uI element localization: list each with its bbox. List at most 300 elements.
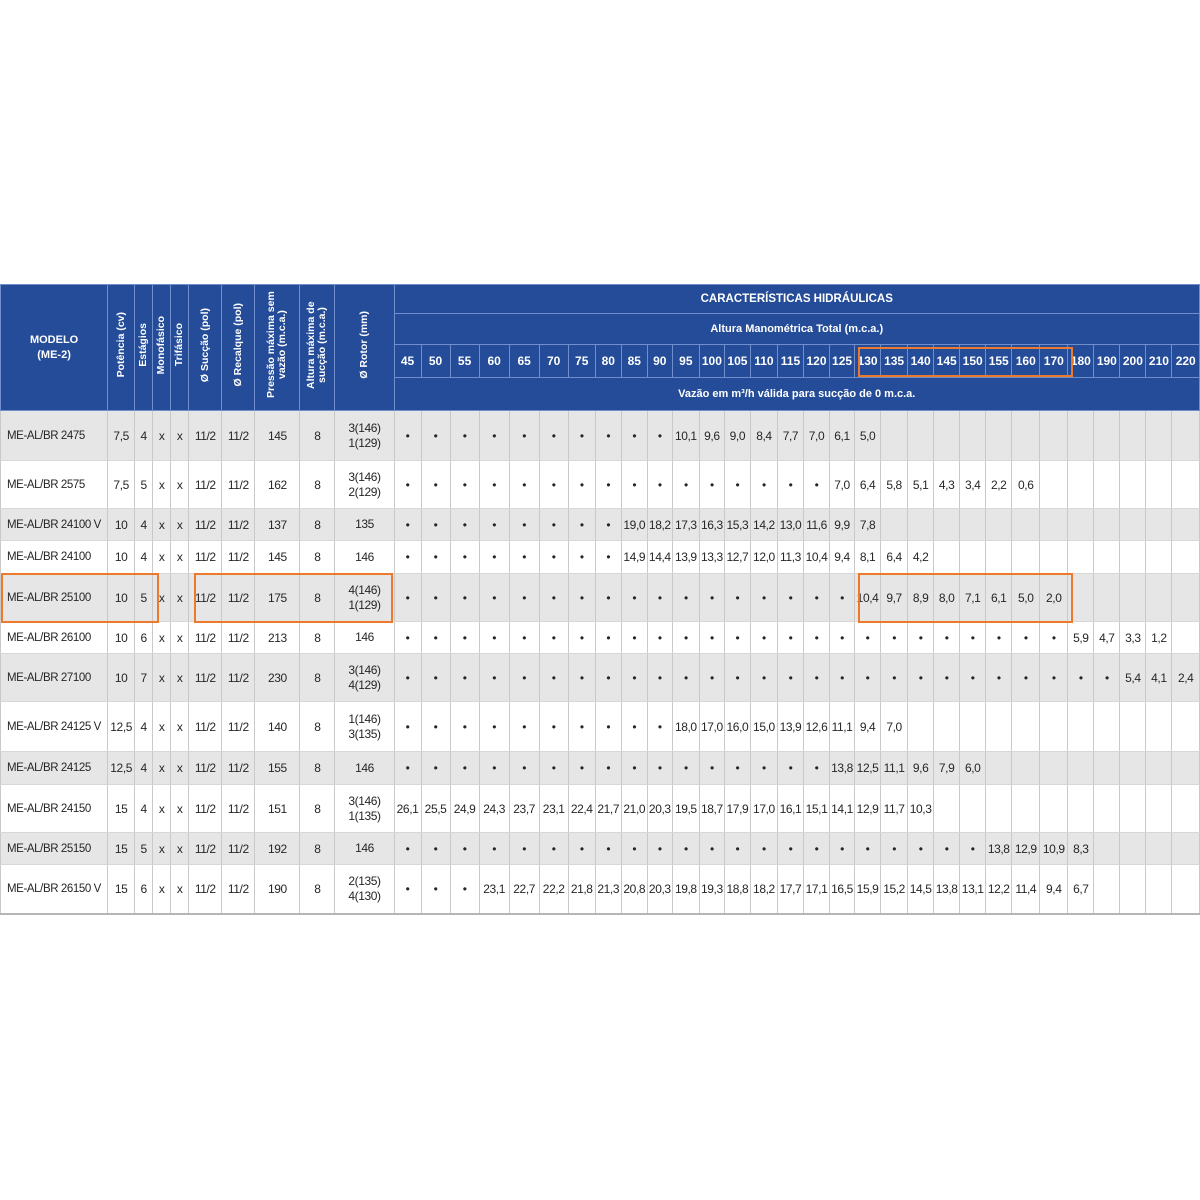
flow-cell: • — [830, 833, 855, 865]
flow-cell: • — [539, 509, 568, 541]
pressao-cell: 155 — [255, 752, 300, 785]
flow-cell: • — [647, 833, 672, 865]
flow-cell: 7,0 — [881, 702, 908, 752]
succao-cell: 11/2 — [189, 461, 222, 509]
flow-cell: • — [595, 654, 621, 702]
table-row — [1, 752, 1200, 785]
succao-cell: 11/2 — [189, 654, 222, 702]
flow-cell — [1094, 833, 1120, 865]
rotor-value: 3(146) — [348, 793, 381, 808]
flow-cell: 9,6 — [908, 752, 934, 785]
head-value-145: 145 — [934, 345, 960, 378]
flow-cell: • — [450, 654, 479, 702]
flow-cell: • — [479, 411, 509, 461]
flow-cell: 17,9 — [724, 785, 750, 833]
flow-cell — [1120, 833, 1146, 865]
flow-cell — [1012, 541, 1040, 574]
flow-cell: 21,7 — [595, 785, 621, 833]
estagios-cell: 7 — [135, 654, 153, 702]
monofasico-cell: x — [153, 509, 171, 541]
recalque-cell: 11/2 — [222, 752, 255, 785]
flow-cell: • — [986, 654, 1012, 702]
flow-cell: • — [568, 461, 595, 509]
flow-cell: • — [750, 622, 777, 654]
flow-cell: 6,1 — [830, 411, 855, 461]
head-value-125: 125 — [830, 345, 855, 378]
rotor-value: 146 — [355, 549, 374, 564]
flow-cell: 19,8 — [672, 865, 699, 914]
trifasico-cell: x — [171, 461, 189, 509]
flow-cell: • — [509, 752, 539, 785]
flow-cell: 22,4 — [568, 785, 595, 833]
head-value-200: 200 — [1120, 345, 1146, 378]
head-value-115: 115 — [777, 345, 803, 378]
flow-cell — [1172, 411, 1200, 461]
flow-cell: • — [568, 833, 595, 865]
monofasico-cell: x — [153, 833, 171, 865]
flow-cell: 14,5 — [908, 865, 934, 914]
recalque-cell: 11/2 — [222, 509, 255, 541]
flow-cell — [908, 702, 934, 752]
flow-cell: 12,6 — [803, 702, 829, 752]
flow-cell: • — [509, 541, 539, 574]
flow-cell: • — [394, 411, 421, 461]
head-value-105: 105 — [724, 345, 750, 378]
table-row — [1, 785, 1200, 833]
flow-cell — [1120, 865, 1146, 914]
flow-cell — [1094, 541, 1120, 574]
flow-cell: • — [647, 411, 672, 461]
trifasico-cell: x — [171, 541, 189, 574]
flow-cell: 2,2 — [986, 461, 1012, 509]
table-row — [1, 833, 1200, 865]
trifasico-cell: x — [171, 509, 189, 541]
model-title: MODELO — [29, 333, 79, 346]
flow-cell: 5,9 — [1068, 622, 1094, 654]
flow-cell — [1120, 785, 1146, 833]
rotor-cell — [335, 411, 394, 461]
flow-cell: 7,9 — [934, 752, 960, 785]
succao-cell: 11/2 — [189, 785, 222, 833]
rotor-value: 4(146) — [348, 582, 381, 597]
flow-cell — [1012, 785, 1040, 833]
flow-cell: 4,7 — [1094, 622, 1120, 654]
flow-cell: 19,3 — [699, 865, 724, 914]
col-header-rotor: Ø Rotor (mm) — [335, 285, 394, 411]
flow-cell: • — [750, 833, 777, 865]
flow-cell: • — [539, 833, 568, 865]
flow-cell — [1120, 702, 1146, 752]
recalque-cell: 11/2 — [222, 461, 255, 509]
flow-cell — [1146, 865, 1172, 914]
flow-cell: 4,3 — [934, 461, 960, 509]
flow-cell: 15,0 — [750, 702, 777, 752]
flow-cell: • — [1012, 622, 1040, 654]
flow-cell: • — [539, 411, 568, 461]
flow-cell: • — [647, 622, 672, 654]
col-header-altura-succao: Altura máxima de sucção (m.c.a.) — [300, 285, 335, 411]
flow-cell: • — [394, 865, 421, 914]
flow-cell — [1172, 509, 1200, 541]
table-row — [1, 541, 1200, 574]
flow-cell: • — [699, 461, 724, 509]
flow-cell: • — [908, 622, 934, 654]
flow-cell: 14,2 — [750, 509, 777, 541]
flow-cell: 23,1 — [539, 785, 568, 833]
flow-cell — [1146, 541, 1172, 574]
flow-cell: • — [934, 622, 960, 654]
flow-cell — [1172, 785, 1200, 833]
flow-cell: • — [479, 509, 509, 541]
monofasico-cell: x — [153, 411, 171, 461]
flow-cell: 8,0 — [934, 574, 960, 622]
table-row — [1, 574, 1200, 622]
flow-cell: • — [647, 702, 672, 752]
flow-cell: 6,1 — [986, 574, 1012, 622]
flow-cell: • — [539, 461, 568, 509]
flow-cell: 6,4 — [881, 541, 908, 574]
flow-cell — [934, 702, 960, 752]
flow-cell — [1120, 411, 1146, 461]
trifasico-cell: x — [171, 702, 189, 752]
model-subtitle: (ME-2) — [37, 348, 71, 361]
flow-cell: 12,9 — [1012, 833, 1040, 865]
potencia-cell: 15 — [108, 785, 135, 833]
flow-cell: 18,2 — [750, 865, 777, 914]
flow-cell — [986, 509, 1012, 541]
estagios-cell: 6 — [135, 865, 153, 914]
rotor-value: 1(129) — [348, 597, 381, 612]
altura-succao-cell: 8 — [300, 622, 335, 654]
flow-cell: 19,0 — [621, 509, 647, 541]
flow-cell: • — [509, 833, 539, 865]
flow-cell: 18,7 — [699, 785, 724, 833]
flow-cell: • — [986, 622, 1012, 654]
potencia-cell: 7,5 — [108, 461, 135, 509]
altura-succao-cell: 8 — [300, 865, 335, 914]
rotor-cell — [335, 785, 394, 833]
rotor-value: 146 — [355, 760, 374, 775]
estagios-cell: 4 — [135, 752, 153, 785]
potencia-cell: 10 — [108, 654, 135, 702]
rotor-value: 146 — [355, 841, 374, 855]
recalque-cell: 11/2 — [222, 865, 255, 914]
flow-cell: • — [881, 654, 908, 702]
rotor-cell — [335, 702, 394, 752]
succao-cell: 11/2 — [189, 509, 222, 541]
trifasico-cell: x — [171, 574, 189, 622]
flow-cell: 21,0 — [621, 785, 647, 833]
flow-cell: • — [855, 622, 881, 654]
potencia-cell: 10 — [108, 509, 135, 541]
flow-cell: 15,9 — [855, 865, 881, 914]
flow-cell: • — [724, 752, 750, 785]
flow-cell — [1040, 509, 1068, 541]
flow-cell: • — [647, 574, 672, 622]
model-cell: ME-AL/BR 2575 — [1, 461, 108, 509]
model-cell: ME-AL/BR 24100 — [1, 541, 108, 574]
flow-cell: • — [509, 702, 539, 752]
flow-cell — [1012, 702, 1040, 752]
head-value-140: 140 — [908, 345, 934, 378]
flow-cell — [881, 509, 908, 541]
flow-cell: • — [595, 702, 621, 752]
flow-cell: • — [724, 622, 750, 654]
flow-cell: 13,9 — [672, 541, 699, 574]
flow-cell — [934, 411, 960, 461]
altura-succao-cell: 8 — [300, 461, 335, 509]
flow-cell: • — [908, 654, 934, 702]
flow-cell: • — [1068, 654, 1094, 702]
pressao-cell: 162 — [255, 461, 300, 509]
flow-cell: • — [479, 752, 509, 785]
flow-cell: 17,7 — [777, 865, 803, 914]
flow-cell: • — [621, 574, 647, 622]
flow-cell: • — [647, 654, 672, 702]
flow-cell — [1094, 785, 1120, 833]
altura-succao-cell: 8 — [300, 752, 335, 785]
flow-cell: 9,0 — [724, 411, 750, 461]
flow-cell: • — [803, 574, 829, 622]
pressao-cell: 145 — [255, 411, 300, 461]
flow-cell: 13,8 — [986, 833, 1012, 865]
flow-cell: 10,9 — [1040, 833, 1068, 865]
flow-cell: • — [509, 622, 539, 654]
flow-cell — [908, 411, 934, 461]
flow-cell: 0,6 — [1012, 461, 1040, 509]
flow-cell: • — [750, 461, 777, 509]
recalque-cell: 11/2 — [222, 622, 255, 654]
rotor-value: 146 — [355, 630, 374, 644]
table-row — [1, 622, 1200, 654]
succao-cell: 11/2 — [189, 574, 222, 622]
flow-cell: 5,0 — [855, 411, 881, 461]
flow-cell: 24,3 — [479, 785, 509, 833]
flow-cell: • — [672, 622, 699, 654]
flow-cell: • — [539, 654, 568, 702]
flow-cell — [1146, 702, 1172, 752]
flow-cell: 20,3 — [647, 865, 672, 914]
pressao-cell: 230 — [255, 654, 300, 702]
flow-cell — [960, 541, 986, 574]
flow-cell: 15,1 — [803, 785, 829, 833]
flow-cell: 22,2 — [539, 865, 568, 914]
flow-cell: 14,4 — [647, 541, 672, 574]
potencia-cell: 10 — [108, 574, 135, 622]
flow-cell: 17,3 — [672, 509, 699, 541]
succao-cell: 11/2 — [189, 702, 222, 752]
flow-cell: 5,8 — [881, 461, 908, 509]
flow-cell — [986, 785, 1012, 833]
flow-cell: 9,4 — [830, 541, 855, 574]
estagios-cell: 4 — [135, 785, 153, 833]
flow-cell: • — [830, 654, 855, 702]
pressao-cell: 137 — [255, 509, 300, 541]
model-cell: ME-AL/BR 2475 — [1, 411, 108, 461]
trifasico-cell: x — [171, 411, 189, 461]
flow-cell: • — [394, 654, 421, 702]
flow-cell: 12,9 — [855, 785, 881, 833]
flow-cell — [1068, 461, 1094, 509]
flow-cell: • — [479, 622, 509, 654]
flow-cell: • — [960, 622, 986, 654]
succao-cell: 11/2 — [189, 622, 222, 654]
estagios-cell: 4 — [135, 541, 153, 574]
flow-cell — [881, 411, 908, 461]
flow-cell: • — [595, 574, 621, 622]
flow-cell: • — [421, 833, 450, 865]
flow-cell: • — [450, 411, 479, 461]
flow-cell: 13,3 — [699, 541, 724, 574]
flow-cell — [1172, 702, 1200, 752]
head-value-130: 130 — [855, 345, 881, 378]
flow-cell: 11,1 — [830, 702, 855, 752]
estagios-cell: 5 — [135, 461, 153, 509]
pump-spec-table — [0, 284, 1200, 915]
flow-cell — [934, 541, 960, 574]
flow-cell: • — [509, 574, 539, 622]
potencia-cell: 7,5 — [108, 411, 135, 461]
flow-cell — [1068, 702, 1094, 752]
succao-cell: 11/2 — [189, 865, 222, 914]
flow-cell: • — [539, 752, 568, 785]
flow-cell — [1172, 574, 1200, 622]
table-row — [1, 865, 1200, 914]
flow-cell: 2,4 — [1172, 654, 1200, 702]
flow-cell: • — [960, 833, 986, 865]
flow-cell — [960, 411, 986, 461]
flow-cell — [934, 509, 960, 541]
flow-cell: 23,1 — [479, 865, 509, 914]
flow-cell: • — [934, 833, 960, 865]
flow-cell — [1068, 574, 1094, 622]
flow-cell: 9,4 — [855, 702, 881, 752]
monofasico-cell: x — [153, 752, 171, 785]
flow-cell: • — [777, 833, 803, 865]
flow-cell: • — [450, 622, 479, 654]
flow-cell: • — [777, 622, 803, 654]
flow-cell — [1094, 752, 1120, 785]
flow-cell — [1146, 752, 1172, 785]
flow-cell: 11,7 — [881, 785, 908, 833]
flow-cell — [1040, 785, 1068, 833]
flow-cell: 17,1 — [803, 865, 829, 914]
flow-cell: 18,8 — [724, 865, 750, 914]
flow-cell: 13,1 — [960, 865, 986, 914]
flow-cell — [1040, 461, 1068, 509]
model-cell: ME-AL/BR 24125 V — [1, 702, 108, 752]
rotor-cell — [335, 622, 394, 654]
flow-cell — [986, 541, 1012, 574]
flow-cell — [1172, 865, 1200, 914]
rotor-value: 3(146) — [348, 420, 381, 435]
flow-cell: 25,5 — [421, 785, 450, 833]
flow-cell: 13,9 — [777, 702, 803, 752]
flow-cell: • — [803, 833, 829, 865]
flow-cell — [1146, 833, 1172, 865]
model-cell: ME-AL/BR 24125 — [1, 752, 108, 785]
flow-cell: 22,7 — [509, 865, 539, 914]
flow-cell: • — [568, 574, 595, 622]
flow-cell: 11,4 — [1012, 865, 1040, 914]
head-value-60: 60 — [479, 345, 509, 378]
flow-cell: • — [509, 461, 539, 509]
head-value-160: 160 — [1012, 345, 1040, 378]
flow-cell: • — [595, 541, 621, 574]
model-cell: ME-AL/BR 25100 — [1, 574, 108, 622]
head-value-90: 90 — [647, 345, 672, 378]
flow-cell — [1172, 461, 1200, 509]
hydraulic-characteristics-title: CARACTERÍSTICAS HIDRÁULICAS — [394, 285, 1199, 314]
recalque-cell: 11/2 — [222, 833, 255, 865]
flow-cell: 7,8 — [855, 509, 881, 541]
flow-cell: • — [1040, 654, 1068, 702]
flow-cell: • — [479, 461, 509, 509]
flow-cell: 8,9 — [908, 574, 934, 622]
flow-cell — [1094, 461, 1120, 509]
flow-cell: • — [568, 752, 595, 785]
flow-cell: 21,8 — [568, 865, 595, 914]
flow-cell: • — [908, 833, 934, 865]
flow-cell: • — [1094, 654, 1120, 702]
flow-cell: 16,0 — [724, 702, 750, 752]
pressao-cell: 145 — [255, 541, 300, 574]
flow-cell: 6,0 — [960, 752, 986, 785]
flow-cell: 17,0 — [699, 702, 724, 752]
flow-cell: • — [568, 541, 595, 574]
flow-cell: • — [750, 654, 777, 702]
flow-cell: • — [621, 752, 647, 785]
model-cell: ME-AL/BR 26150 V — [1, 865, 108, 914]
flow-cell: • — [595, 411, 621, 461]
flow-cell: 7,0 — [803, 411, 829, 461]
estagios-cell: 6 — [135, 622, 153, 654]
flow-cell: 4,2 — [908, 541, 934, 574]
flow-cell: • — [672, 654, 699, 702]
head-value-155: 155 — [986, 345, 1012, 378]
flow-cell: • — [1040, 622, 1068, 654]
flow-cell: 8,3 — [1068, 833, 1094, 865]
flow-cell: • — [750, 574, 777, 622]
flow-cell: • — [595, 752, 621, 785]
flow-cell: • — [750, 752, 777, 785]
flow-cell: 20,3 — [647, 785, 672, 833]
flow-cell: • — [621, 654, 647, 702]
flow-cell: 20,8 — [621, 865, 647, 914]
table-header — [1, 285, 1200, 411]
flow-cell: • — [421, 702, 450, 752]
flow-cell: • — [568, 702, 595, 752]
flow-cell: • — [777, 461, 803, 509]
rotor-value: 2(135) — [348, 873, 381, 888]
model-column-header — [1, 285, 108, 411]
flow-cell: • — [1012, 654, 1040, 702]
succao-cell: 11/2 — [189, 541, 222, 574]
flow-cell: • — [803, 461, 829, 509]
flow-cell: • — [394, 833, 421, 865]
flow-cell: • — [724, 654, 750, 702]
flow-cell: 10,1 — [672, 411, 699, 461]
table-row — [1, 702, 1200, 752]
head-value-65: 65 — [509, 345, 539, 378]
flow-cell: • — [394, 509, 421, 541]
rotor-cell — [335, 461, 394, 509]
flow-cell — [960, 785, 986, 833]
flow-cell: • — [960, 654, 986, 702]
flow-cell: 7,1 — [960, 574, 986, 622]
flow-cell: • — [647, 752, 672, 785]
flow-cell: • — [479, 541, 509, 574]
